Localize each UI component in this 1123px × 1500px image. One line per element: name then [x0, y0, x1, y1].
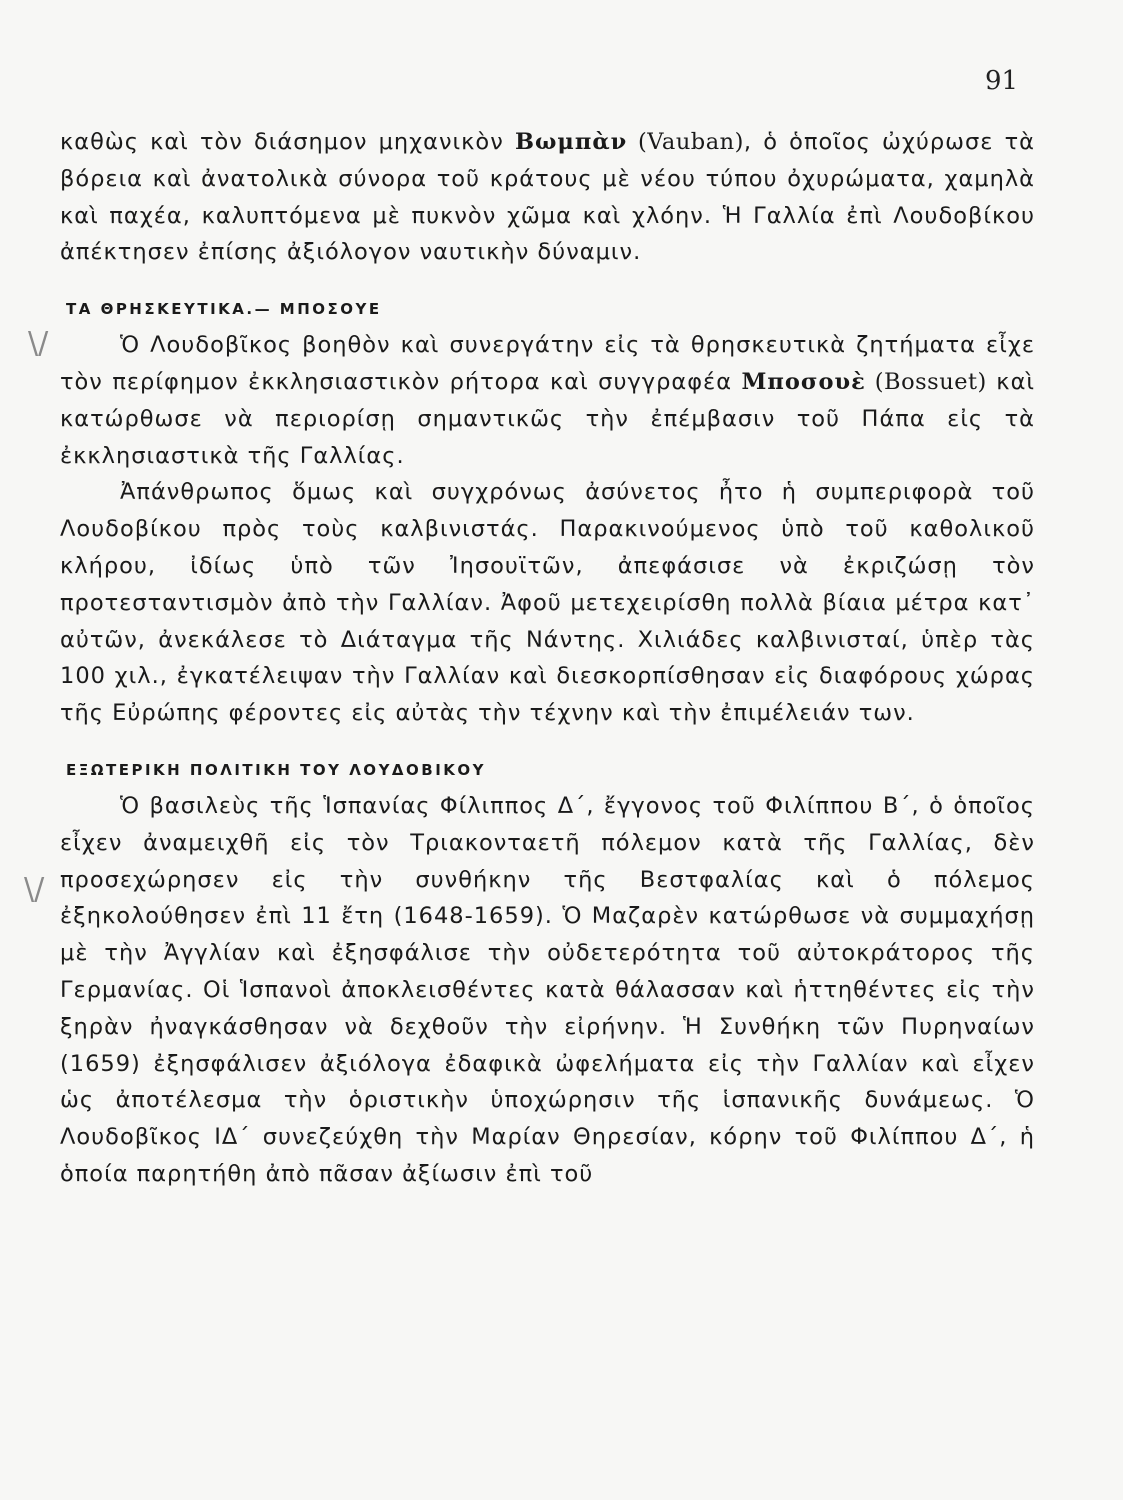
section-heading-foreign-policy: ΕΞΩΤΕΡΙΚΗ ΠΟΛΙΤΙΚΗ ΤΟΥ ΛΟΥΔΟΒΙΚΟΥ: [66, 760, 487, 779]
page-number: 91: [985, 66, 1019, 96]
intro-paragraph: καθὼς καὶ τὸν διάσημον μηχανικὸν Βωμπὰν (Vauban), ὁ ὁποῖος ὠχύρωσε τὰ βόρεια καὶ ἀνατολικὰ σύνορα τοῦ κράτους μὲ νέου τύπου ὀχυρώματα, χαμηλὰ καὶ παχέα, καλυπτόμενα μὲ πυκνὸν χῶμα καὶ χλόην. Ἡ Γαλλία ἐπὶ Λουδοβίκου ἀπέκτησεν ἐπίσης ἀξιόλογον ναυτικὴν δύναμιν.: [60, 129, 1035, 266]
name-vauban: Βωμπὰν: [514, 129, 628, 155]
margin-check-mark: \/: [24, 872, 45, 907]
foreign-policy-paragraph: Ὁ βασιλεὺς τῆς Ἱσπανίας Φίλιππος Δ΄, ἔγγονος τοῦ Φιλίππου Β΄, ὁ ὁποῖος εἶχεν ἀναμειχθῆ εἰς τὸν Τριακονταετῆ πόλεμον κατὰ τῆς Γαλλίας, δὲν προσεχώρησεν εἰς τὴν συνθήκην τῆς Βεστφαλίας καὶ ὁ πόλεμος ἐξηκολούθησεν ἐπὶ 11 ἔτη (1648-1659). Ὁ Μαζαρὲν κατώρθωσε νὰ συμμαχήσῃ μὲ τὴν Ἀγγλίαν καὶ ἐξησφάλισε τὴν οὐδετερότητα τοῦ αὐτοκράτορος τῆς Γερμανίας. Οἱ Ἱσπανοὶ ἀποκλεισθέντες κατὰ θάλασσαν καὶ ἡττηθέντες εἰς τὴν ξηρὰν ἠναγκάσθησαν νὰ δεχθοῦν τὴν εἰρήνην. Ἡ Συνθήκη τῶν Πυρηναίων (1659) ἐξησφάλισεν ἀξιόλογα ἐδαφικὰ ὠφελήματα εἰς τὴν Γαλλίαν καὶ εἶχεν ὡς ἀποτέλεσμα τὴν ὁριστικὴν ὑποχώρησιν τῆς ἱσπανικῆς δυνάμεως. Ὁ Λουδοβῖκος ΙΔ΄ συνεζεύχθη τὴν Μαρίαν Θηρεσίαν, κόρην τοῦ Φιλίππου Δ΄, ἡ ὁποία παρητήθη ἀπὸ πᾶσαν ἀξίωσιν ἐπὶ τοῦ: [60, 792, 1035, 1187]
name-bossuet: Μποσουὲ: [741, 368, 866, 395]
margin-check-mark: \/: [28, 326, 49, 361]
section-heading-religious: ΤΑ ΘΡΗΣΚΕΥΤΙΚΑ.— ΜΠΟΣΟΥΕ: [66, 300, 382, 319]
page-body: [60, 124, 1035, 1193]
calvinists-paragraph: Ἀπάνθρωπος ὅμως καὶ συγχρόνως ἀσύνετος ἦτο ἡ συμπεριφορὰ τοῦ Λουδοβίκου πρὸς τοὺς καλβινιστάς. Παρακινούμενος ὑπὸ τοῦ καθολικοῦ κλήρου, ἰδίως ὑπὸ τῶν Ἰησουϊτῶν, ἀπεφάσισε νὰ ἐκριζώσῃ τὸν προτεσταντισμὸν ἀπὸ τὴν Γαλλίαν. Ἀφοῦ μετεχειρίσθη πολλὰ βίαια μέτρα κατ᾽ αὐτῶν, ἀνεκάλεσε τὸ Διάταγμα τῆς Νάντης. Χιλιάδες καλβινισταί, ὑπὲρ τὰς 100 χιλ., ἐγκατέλειψαν τὴν Γαλλίαν καὶ διεσκορπίσθησαν εἰς διαφόρους χώρας τῆς Εὐρώπης φέροντες εἰς αὐτὰς τὴν τέχνην καὶ τὴν ἐπιμέλειάν των.: [60, 479, 1035, 727]
bossuet-paragraph: Ὁ Λουδοβῖκος βοηθὸν καὶ συνεργάτην εἰς τὰ θρησκευτικὰ ζητήματα εἶχε τὸν περίφημον ἐκκλησιαστικὸν ρήτορα καὶ συγγραφέα Μποσουὲ (Bossuet) καὶ κατώρθωσε νὰ περιορίσῃ σημαντικῶς τὴν ἐπέμβασιν τοῦ Πάπα εἰς τὰ ἐκκλησιαστικὰ τῆς Γαλλίας.: [60, 332, 1036, 469]
